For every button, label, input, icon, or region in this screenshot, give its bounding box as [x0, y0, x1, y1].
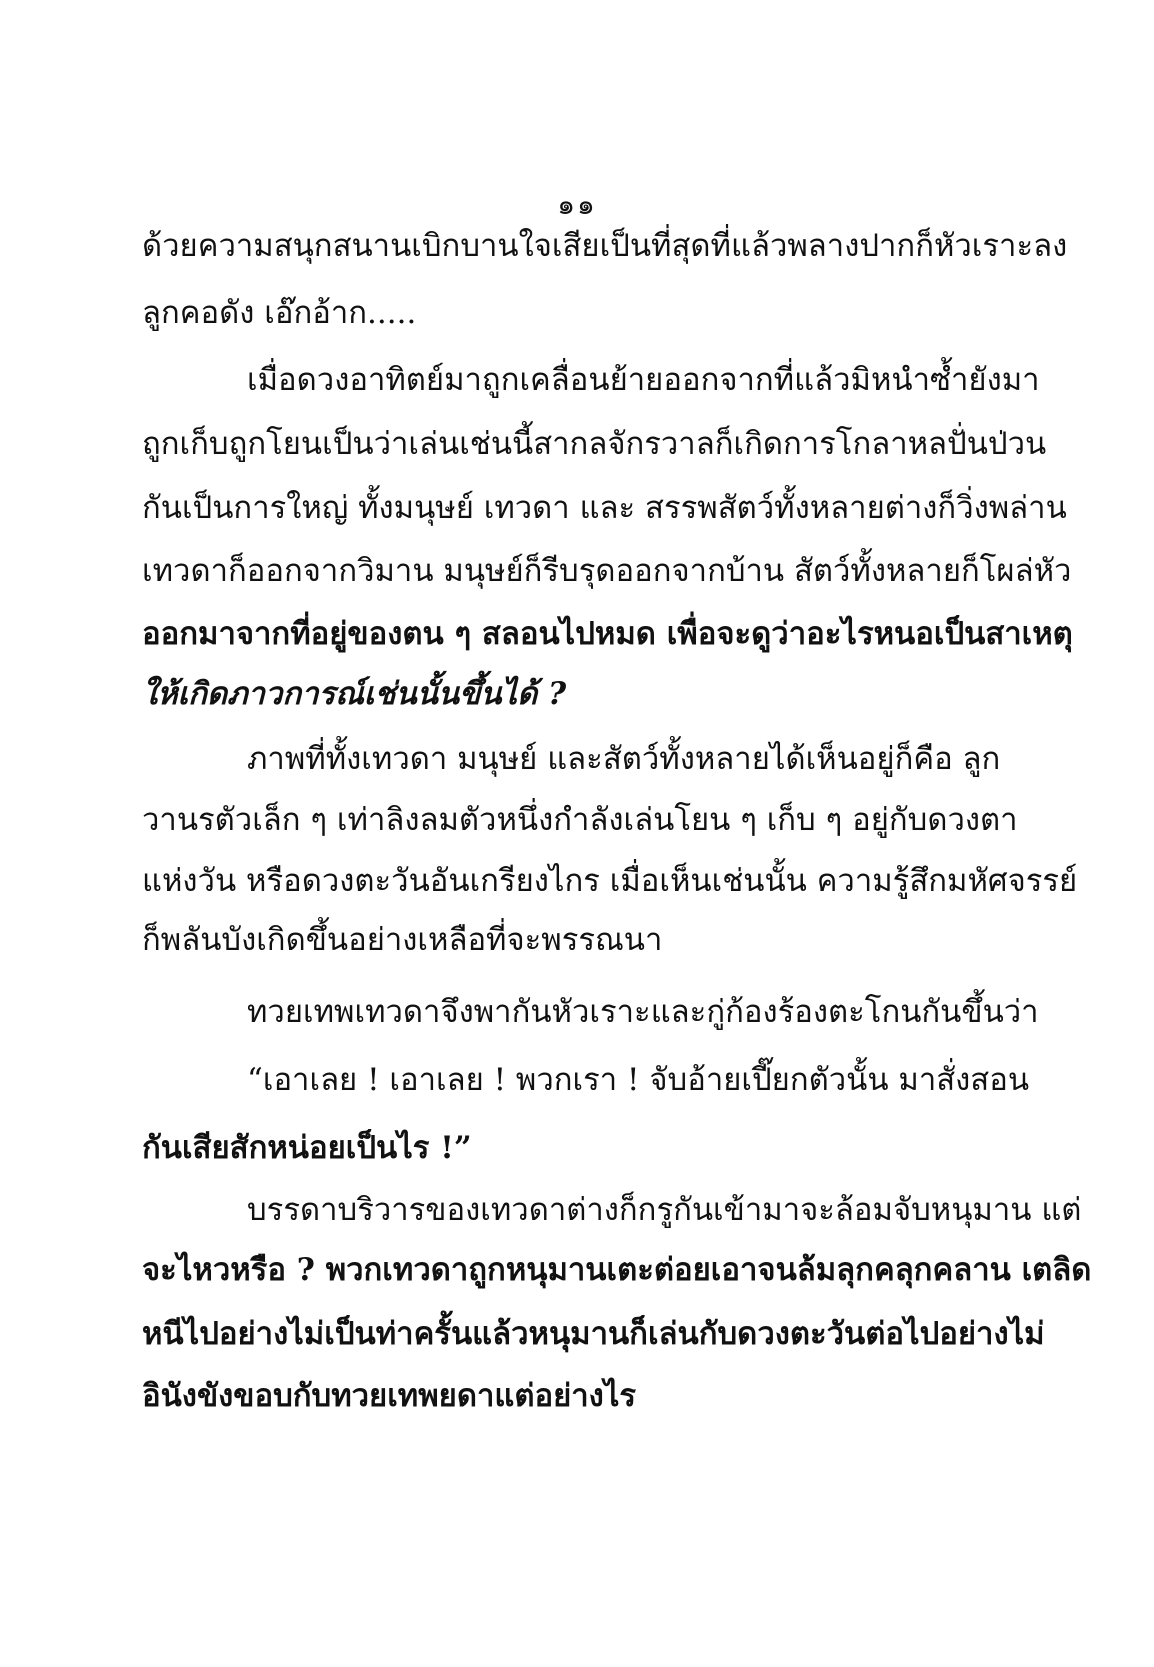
text-line: ก็พลันบังเกิดขึ้นอย่างเหลือที่จะพรรณนา: [142, 922, 663, 958]
text-line: ลูกคอดัง เอ๊กอ้าก.....: [142, 295, 417, 331]
text-line: [142, 800, 1018, 840]
text-line-right: แล้วมิหนำซ้ำยังมา: [794, 362, 1040, 398]
text-line: ให้เกิดภาวการณ์เช่นนั้นขึ้นได้ ?: [142, 676, 567, 712]
text-line: [142, 424, 1047, 464]
text-line: ภาพที่ทั้งเทวดา มนุษย์ และสัตว์ทั้งหลายได้เห็นอยู่ก็คือ ลูก: [247, 741, 1001, 777]
text-line: เทวดาก็ออกจากวิมาน มนุษย์ก็รีบรุดออกจากบ้าน สัตว์ทั้งหลายก็โผล่หัว: [142, 553, 1072, 589]
text-line: ออกมาจากที่อยู่ของตน ๆ สลอนไปหมด เพื่อจะดูว่าอะไรหนอเป็นสาเหตุ: [142, 616, 1073, 652]
text-line: แห่งวัน หรือดวงตะวันอันเกรียงไกร เมื่อเห็นเช่นนั้น ความรู้สึกมหัศจรรย์: [142, 863, 1078, 899]
text-line-left: ถูกเก็บถูกโยนเป็นว่าเล่นเช่นนี้: [142, 426, 534, 462]
text-line: [142, 226, 1068, 266]
text-line: จะไหวหรือ ? พวกเทวดาถูกหนุมานเตะต่อยเอาจนล้มลุกคลุกคลาน เตลิด: [142, 1252, 1092, 1288]
text-line-left: วานรตัวเล็ก ๆ เท่าลิงลมตัวหนึ่ง: [142, 802, 554, 838]
text-line-left: หนีไปอย่างไม่เป็นท่า: [142, 1316, 414, 1352]
text-line-left: ด้วยความสนุกสนานเบิกบานใจเสียเป็นที่สุดที่แล้ว: [142, 228, 788, 264]
text-line: [247, 360, 1040, 400]
quote-line: “เอาเลย ! เอาเลย ! พวกเรา ! จับอ้ายเปี๊ยกตัวนั้น มาสั่งสอน: [247, 1062, 1030, 1098]
page-number: ๑๑: [557, 188, 597, 221]
text-line: บรรดาบริวารของเทวดาต่างก็กรูกันเข้ามาจะล้อมจับหนุมาน แต่: [247, 1192, 1082, 1228]
text-line: กันเป็นการใหญ่ ทั้งมนุษย์ เทวดา และ สรรพสัตว์ทั้งหลายต่างก็วิ่งพล่าน: [142, 490, 1067, 526]
text-line: อินังขังขอบกับทวยเทพยดาแต่อย่างไร: [142, 1378, 637, 1414]
text-line-right: ครั้นแล้วหนุมานก็เล่นกับดวงตะวันต่อไปอย่างไม่: [413, 1316, 1045, 1352]
text-line-right: พลางปากก็หัวเราะลง: [787, 228, 1068, 264]
text-line: [142, 1314, 1045, 1354]
text-line-right: สากลจักรวาลก็เกิดการโกลาหลปั่นป่วน: [533, 426, 1047, 462]
text-line: ทวยเทพเทวดาจึงพากันหัวเราะและกู่ก้องร้องตะโกนกันขึ้นว่า: [247, 994, 1039, 1030]
text-line-right: กำลังเล่นโยน ๆ เก็บ ๆ อยู่กับดวงตา: [553, 802, 1018, 838]
text-line-left: เมื่อดวงอาทิตย์มาถูกเคลื่อนย้ายออกจากที่: [247, 362, 795, 398]
quote-line: กันเสียสักหน่อยเป็นไร !”: [142, 1130, 472, 1166]
